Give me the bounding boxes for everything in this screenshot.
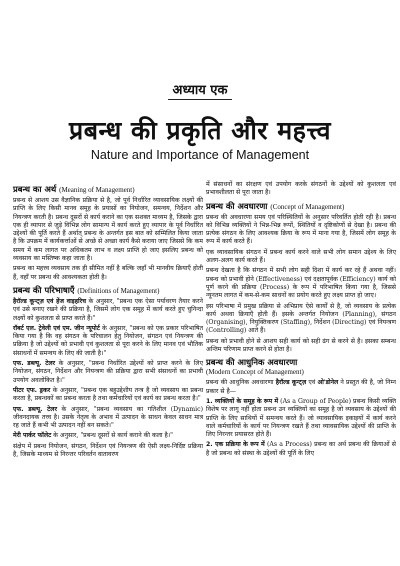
definition-item: पीटर एफ. ड्रकर के अनुसार, "प्रबन्ध एक बहुउद्देशीय तन्त्र है जो व्यवसाय का प्रबन्ध करता है, प्रबन्धकों का प्रबन्ध करता है तथा कर्मचारियों एवं कार्य का प्रबन्ध करता है।" xyxy=(13,386,204,403)
definition-item: एफ. डब्ल्यू. टेलर के अनुसार, "प्रबन्ध निर्धारित उद्देश्यों को प्राप्त करने के लिए नियोजन, संगठन, निर्देशन और नियन्त्रण की प्रक्रिया द्वारा सभी संसाधनों का प्रभावी उपयोग अवलोकित है।" xyxy=(13,360,203,384)
section-heading-modern-concept: प्रबन्ध की आधुनिक अवधारणा (Modern Concept of Management) xyxy=(206,357,304,377)
paragraph: प्रबन्ध की आधुनिक अवधारणा हैरॉल्ड कून्ट्ज़ एवं ओ'डोनेल ने प्रस्तुत की है, जो निम्न प्रकार से है— xyxy=(206,379,396,395)
chapter-underline xyxy=(168,99,232,100)
section-heading-definitions: प्रबन्ध की परिभाषाएँ (Definitions of Management) xyxy=(13,284,160,295)
paragraph: प्रबन्ध से आशय उस वैज्ञानिक प्रक्रिया से है, जो पूर्व निर्धारित व्यावसायिक लक्ष्यों की प्राप्ति के लिए किसी मानव समूह के प्रयासों का नियोजन, समन्वय, निर्देशन और नियन्त्रण करती है। प्रबन्ध दूसरों से कार्य कराने का एक सशक्त माध्यम है, जिसके द्वारा एक ही व्यापार से जुड़े विभिन्न लोग सामान्य में कार्य करते हुए व्यापार के पूर्व निर्धारित उद्देश्यों की पूर्ति करते हैं अर्थात् प्रबन्ध के अन्तर्गत इस बात को सम्मिलित किया जाता है कि उपक्रम में कार्यकर्त्ताओं से अच्छे से अच्छा कार्य कैसे कराया जाए जिससे कि कम समय में कम लागत पर अधिकतम लाभ व लक्ष्य प्राप्ति हो जाए इसलिए प्रबन्ध को व्यवसाय का मस्तिष्क कहा जाता है। xyxy=(13,197,203,263)
list-item: 1. व्यक्तियों के समूह के रूप में (As a Group of People) प्रबन्ध किसी व्यक्ति विशेष पर लागू नहीं होता प्रबन्ध उन व्यक्तियों का समूह है जो व्यवसाय के उद्देश्यों की प्राप्ति के लिए साथियों में समन्वय करते हैं। जो व्यावसायिक इकाइयों में कार्य करने वाले कर्मचारियों के कार्य पर नियन्त्रण रखते हैं तथा व्यावसायिक उद्देश्यों की प्राप्ति के लिए निरन्तर प्रयासरत होते हैं। xyxy=(206,397,397,439)
paragraph: इस परिभाषा में प्रमुख प्रक्रिया से अभिप्राय ऐसे कार्यों से है, जो व्यवसाय के प्रत्येक कार्य अथवा क्रियाएँ होती हैं। इसके अन्तर्गत नियोजन (Planning), संगठन (Organising), नियुक्तिकरण (Staffing), निर्देशन (Directing) एवं नियन्त्रण (Controlling) आते हैं। xyxy=(206,302,396,335)
right-column xyxy=(206,181,396,460)
definition-item: एफ. डब्ल्यू. टेलर के अनुसार, "प्रबन्ध व्यवसाय का गतिशील (Dynamic) जीवनदायक तत्त्व है। उसके नेतृत्व के अभाव में उत्पादन के साधन केवल साधन मात्र रह जाते हैं कभी भी उत्पादन नहीं बन सकते।" xyxy=(13,405,203,430)
section-heading-concept: प्रबन्ध की अवधारणा (Concept of Management) xyxy=(206,200,345,211)
page-subtitle: Nature and Importance of Management xyxy=(90,148,310,162)
left-column xyxy=(13,181,203,461)
paragraph: संक्षेप में प्रबन्ध नियोजन, संगठन, निर्देशन एवं नियन्त्रण की ऐसी लक्ष्य-निर्दिष्ट प्रक्रिया है, जिसके माध्यम से निरन्तर परिवर्तन वातावरण xyxy=(13,442,203,459)
definition-item: हैरॉल्ड कून्ट्ज़ एवं हेंज वाइहरिच के अनुसार, "प्रबन्ध एक ऐसा पर्यावरण तैयार करने एवं उसे बनाए रखने की प्रक्रिया है, जिसमें लोग एक समूह में कार्य करते हुए चुनिन्दा लक्ष्यों को कुशलता से प्राप्त करते हैं।" xyxy=(13,297,203,322)
paragraph: प्रबन्ध को प्रभावी होने से आशय सही कार्य को सही ढंग से करने से है। इसका सम्बन्ध अन्तिम परिणाम प्राप्त करने से होता है। xyxy=(206,337,396,354)
definition-item: रॉबर्ट एल. ट्रेवेली एवं एम. जीन न्यूपोर्ट के अनुसार, "प्रबन्ध को एक प्रकार परिभाषित किया गया है कि वह संगठन के परिचालन हेतु नियोजन, संगठन एवं नियन्त्रण की प्रक्रिया है जो उद्देश्यों को प्रभावी एवं कुशलता से पूरा करने के लिए मानव एवं भौतिक संसाधनों में समन्वय के लिए की जाती है।" xyxy=(13,324,203,357)
list-item: 2. एक प्रक्रिया के रूप में (As a Process) प्रबन्ध का अर्थ प्रबन्ध की क्रियाओं से है जो प्रबन्ध को संस्था के उद्देश्यों की पूर्ति के लिए xyxy=(206,441,396,457)
paragraph: प्रबन्ध का महत्त्व व्यवसाय तक ही सीमित नहीं है बल्कि जहाँ भी मानवीय क्रियाएँ होती हैं, वहाँ पर प्रबन्ध की आवश्यकता होती है। xyxy=(13,265,203,281)
page-title: प्रबन्ध की प्रकृति और महत्त्व xyxy=(68,116,331,145)
paragraph: प्रबन्ध देखता है कि संगठन में सभी लोग सही दिशा में कार्य कर रहे हैं अथवा नहीं। प्रबन्ध को प्रभावी होने (Effectiveness) एवं दक्षतापूर्वक (Efficiency) कार्य को पूर्ण करने की प्रक्रिया (Process) के रूप में परिभाषित किया गया है, जिससे न्यूनतम लागत में कम-से-कम साधनों का प्रयोग करते हुए लक्ष्य प्राप्त हो जाए। xyxy=(206,267,396,300)
paragraph: प्रबन्ध की अवधारणा समय एवं परिस्थितियों के अनुसार परिवर्तित होती रही है। प्रबन्ध को विभिन्न व्यक्तियों ने भिन्न-भिन्न रूपों, स्थितियों व दृष्टिकोणों से देखा है। प्रबन्ध की प्रत्येक संगठन के लिए आवश्यक क्रिया के रूप में माना गया है, जिसमें लोग समूह के रूप में कार्य करते हैं। xyxy=(206,213,396,246)
section-heading-meaning: प्रबन्ध का अर्थ (Meaning of Management) xyxy=(13,184,135,194)
definition-item: मेरी पार्कर फॉलेट के अनुसार, "प्रबन्ध दूसरों से कार्य कराने की कला है।" xyxy=(13,432,173,440)
chapter-label: अध्याय एक xyxy=(172,83,228,98)
paragraph: एक व्यावसायिक संगठन में प्रबन्ध कार्य करने वाले सभी लोग समान उद्देश्य के लिए अलग-अलग कार्य करते हैं। xyxy=(206,248,396,265)
paragraph: में संसाधनों का संरक्षण एवं उपयोग करके संगठनों के उद्देश्यों को कुशलता एवं प्रभावशीलता से पूरा जाता है। xyxy=(206,181,396,197)
